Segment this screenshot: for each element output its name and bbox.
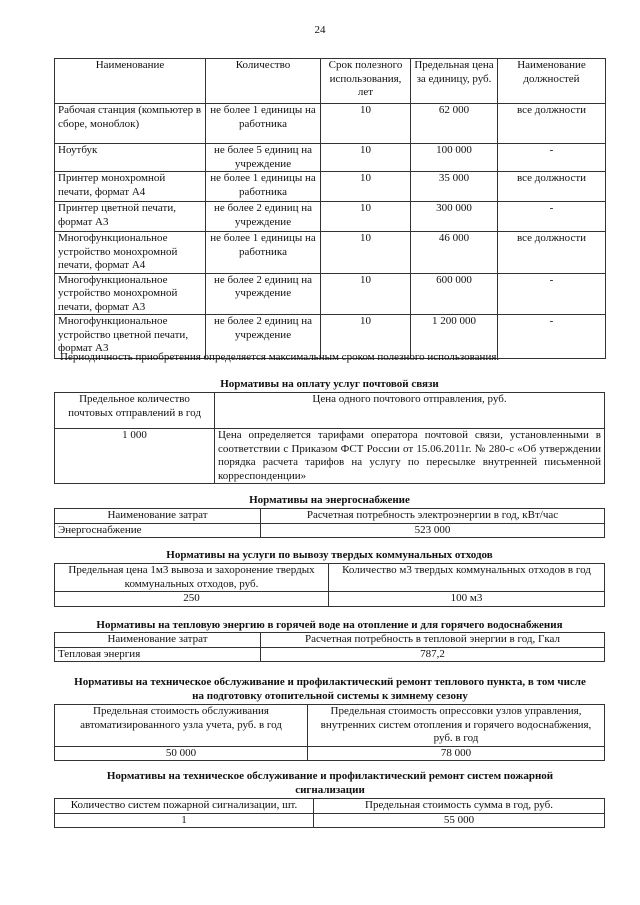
- table-cell: 10: [321, 104, 411, 144]
- section-title: Нормативы на услуги по вывозу твердых коммунальных отходов: [166, 549, 493, 561]
- value-cell: 1: [55, 813, 314, 828]
- value-cell: 78 000: [308, 746, 605, 761]
- table-cell: 10: [321, 273, 411, 315]
- header-cell: Предельная цена 1м3 вывоза и захоронение твердых коммунальных отходов, руб.: [55, 564, 329, 592]
- value-cell: 1 000: [55, 429, 215, 484]
- table-cell: 600 000: [411, 273, 498, 315]
- table-row: [55, 232, 606, 274]
- section-title: Нормативы на энергоснабжение: [249, 494, 410, 506]
- page-number: 24: [314, 24, 326, 36]
- header-cell: Расчетная потребность в тепловой энергии в год, Гкал: [261, 633, 605, 648]
- section-title: Нормативы на техническое обслуживание и профилактический ремонт систем пожарной сигнализации: [106, 770, 554, 796]
- table-cell: 10: [321, 232, 411, 274]
- header-cell: Предельное количество почтовых отправлений в год: [55, 393, 215, 429]
- header-cell: Количество м3 твердых коммунальных отходов в год: [329, 564, 605, 592]
- table-cell: 35 000: [411, 172, 498, 202]
- table-cell: -: [498, 273, 606, 315]
- energy-table: [54, 508, 605, 538]
- table-cell: 10: [321, 172, 411, 202]
- table-row: [55, 202, 606, 232]
- header-cell: Предельная стоимость обслуживания автоматизированного узла учета, руб. в год: [55, 705, 308, 747]
- table-cell: все должности: [498, 104, 606, 144]
- note-text: Периодичность приобретения определяется максимальным сроком полезного использования.: [60, 351, 500, 363]
- heat-table: [54, 632, 605, 662]
- value-cell: 50 000: [55, 746, 308, 761]
- fire-table: [54, 798, 605, 828]
- table-cell: все должности: [498, 232, 606, 274]
- equipment-table: [54, 58, 606, 359]
- value-cell: Цена определяется тарифами оператора почтовой связи, установленными в соответствии с Приказом ФСТ России от 15.06.2011г. № 280-с «Об утверждении порядка расчета тарифов на услугу по пересылке внутренней письменной корреспонденции»: [215, 429, 605, 484]
- table-row: [55, 273, 606, 315]
- value-cell: 787,2: [261, 647, 605, 662]
- table-cell: 10: [321, 315, 411, 359]
- table-cell: 100 000: [411, 144, 498, 172]
- section-title: Нормативы на техническое обслуживание и профилактический ремонт теплового пункта, в том числе на подготовку отопительной системы к зимнему сезону: [74, 676, 586, 702]
- postal-table: [54, 392, 605, 484]
- table-cell: не более 1 единицы на работника: [206, 232, 321, 274]
- header-cell: Предельная стоимость сумма в год, руб.: [314, 799, 605, 814]
- table-cell: Принтер монохромной печати, формат А4: [55, 172, 206, 202]
- table-cell: не более 5 единиц на учреждение: [206, 144, 321, 172]
- table-cell: -: [498, 144, 606, 172]
- table-cell: не более 2 единиц на учреждение: [206, 202, 321, 232]
- header-cell: Наименование затрат: [55, 633, 261, 648]
- table-cell: Принтер цветной печати, формат А3: [55, 202, 206, 232]
- table-row: [55, 144, 606, 172]
- table-cell: -: [498, 315, 606, 359]
- heatpoint-table: [54, 704, 605, 761]
- value-cell: 523 000: [261, 523, 605, 538]
- table-cell: не более 2 единиц на учреждение: [206, 315, 321, 359]
- table-cell: 10: [321, 202, 411, 232]
- table-cell: Ноутбук: [55, 144, 206, 172]
- table-cell: 62 000: [411, 104, 498, 144]
- header-cell: Количество: [206, 59, 321, 104]
- table-cell: все должности: [498, 172, 606, 202]
- header-cell: Количество систем пожарной сигнализации, шт.: [55, 799, 314, 814]
- section-title: Нормативы на тепловую энергию в горячей воде на отопление и для горячего водоснабжения: [96, 619, 563, 631]
- table-cell: не более 1 единицы на работника: [206, 172, 321, 202]
- table-cell: Многофункциональное устройство цветной печати, формат А3: [55, 315, 206, 359]
- table-cell: Многофункциональное устройство монохромной печати, формат А3: [55, 273, 206, 315]
- table-cell: не более 1 единицы на работника: [206, 104, 321, 144]
- section-title: Нормативы на оплату услуг почтовой связи: [220, 378, 439, 390]
- table-cell: 46 000: [411, 232, 498, 274]
- table-header-row: [55, 59, 606, 104]
- header-cell: Предельная стоимость опрессовки узлов управления, внутренних систем отопления и горячего водоснабжения, руб. в год: [308, 705, 605, 747]
- header-cell: Наименование затрат: [55, 509, 261, 524]
- table-cell: -: [498, 202, 606, 232]
- table-cell: 10: [321, 144, 411, 172]
- header-cell: Наименование должностей: [498, 59, 606, 104]
- header-cell: Предельная цена за единицу, руб.: [411, 59, 498, 104]
- header-cell: Наименование: [55, 59, 206, 104]
- table-cell: 1 200 000: [411, 315, 498, 359]
- table-cell: 300 000: [411, 202, 498, 232]
- value-cell: 55 000: [314, 813, 605, 828]
- header-cell: Срок полезного использования, лет: [321, 59, 411, 104]
- header-cell: Цена одного почтового отправления, руб.: [215, 393, 605, 429]
- table-cell: Рабочая станция (компьютер в сборе, моноблок): [55, 104, 206, 144]
- value-cell: 100 м3: [329, 592, 605, 607]
- table-cell: Многофункциональное устройство монохромной печати, формат А4: [55, 232, 206, 274]
- header-cell: Расчетная потребность электроэнергии в год, кВт/час: [261, 509, 605, 524]
- table-cell: не более 2 единиц на учреждение: [206, 273, 321, 315]
- table-row: [55, 172, 606, 202]
- value-cell: Энергоснабжение: [55, 523, 261, 538]
- value-cell: Тепловая энергия: [55, 647, 261, 662]
- table-row: [55, 104, 606, 144]
- value-cell: 250: [55, 592, 329, 607]
- waste-table: [54, 563, 605, 607]
